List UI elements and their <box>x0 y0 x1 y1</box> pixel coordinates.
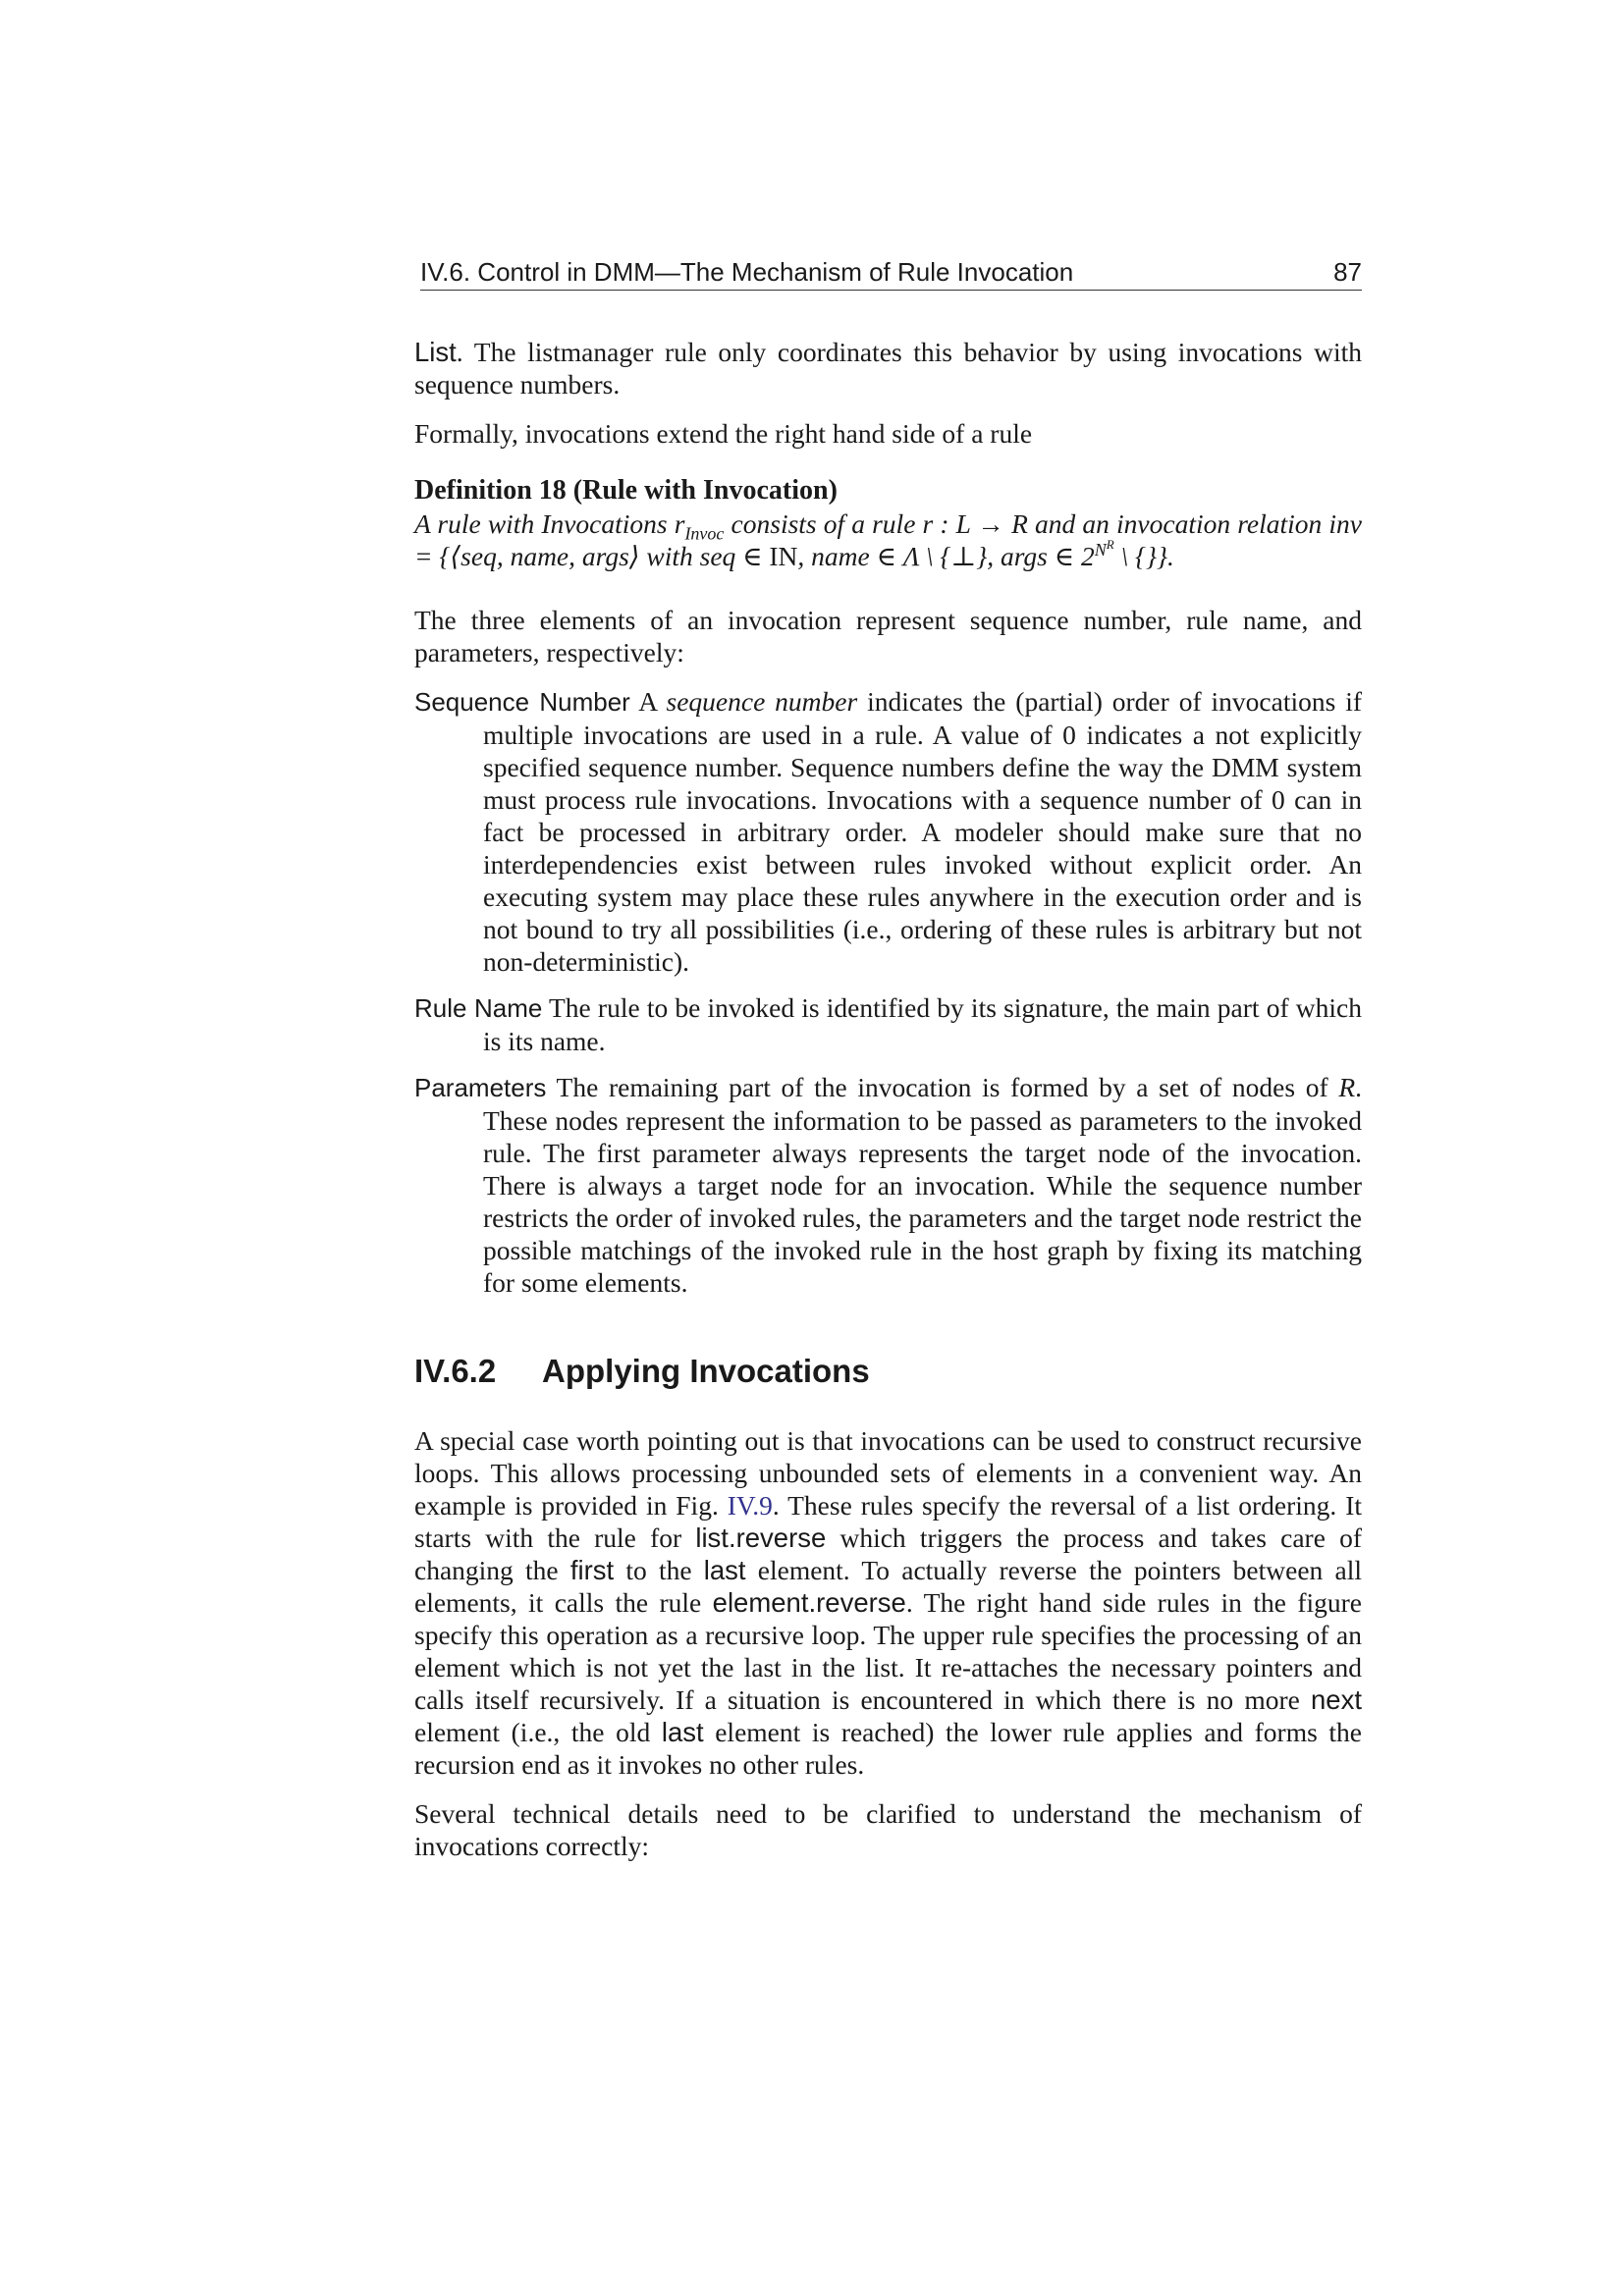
section-title: Applying Invocations <box>542 1353 870 1389</box>
definition-body: A rule with Invocations $r_{Invoc}$ consists of a rule r : L → R and an invocation relation inv = {⟨seq, name, args⟩ with seq ∈ IN, name ∈ Λ \ {⊥}, args ∈ $2^{N^R}$ \ {}}. <box>414 508 1362 571</box>
section-heading <box>414 1352 1362 1391</box>
desc-item-rule-name: Rule Name The rule to be invoked is identified by its signature, the main part of which is its name. <box>414 992 1362 1056</box>
definition-18 <box>414 474 1362 572</box>
paragraph-three-elements: The three elements of an invocation represent sequence number, rule name, and parameters, respectively: <box>414 605 1362 667</box>
section-number: IV.6.2 <box>414 1353 497 1389</box>
desc-term: Rule Name <box>414 993 543 1023</box>
desc-term: Parameters <box>414 1073 547 1102</box>
description-list <box>414 685 1362 1299</box>
definition-title: Definition 18 (Rule with Invocation) <box>414 475 838 506</box>
page-number: 87 <box>1333 257 1362 287</box>
header-section-title: IV.6. Control in DMM—The Mechanism of Rule Invocation <box>420 257 1074 287</box>
desc-term: Sequence Number <box>414 687 630 717</box>
page-body <box>414 257 1362 1862</box>
desc-item-parameters: Parameters The remaining part of the invocation is formed by a set of nodes of R. These nodes represent the information to be passed as parameters to the invoked rule. The first parameter always represents the target node of the invocation. There is always a target node for an invocation. While the sequence number restricts the order of invoked rules, the parameters and the target node restrict the possible matchings of the invoked rule in the host graph by fixing its matching for some elements. <box>414 1072 1362 1298</box>
desc-item-sequence-number: Sequence Number A sequence number indicates the (partial) order of invocations if multiple invocations are used in a rule. A value of 0 indicates a not explicitly specified sequence number. Sequence numbers define the way the DMM system must process rule invocations. Invocations with a sequence number of 0 can in fact be processed in arbitrary order. A modeler should make sure that no interdependencies exist between rules invoked without explicit order. An executing system may place these rules anywhere in the execution order and is not bound to try all possibilities (i.e., ordering of these rules is arbitrary but not non-deterministic). <box>414 686 1363 977</box>
figure-link[interactable]: IV.9 <box>727 1490 773 1521</box>
running-header <box>420 257 1362 291</box>
paragraph-technical-details: Several technical details need to be clarified to understand the mechanism of invocations correctly: <box>414 1798 1362 1861</box>
paragraph-formally: Formally, invocations extend the right hand side of a rule <box>414 418 1033 449</box>
paragraph-list-continuation: List. The listmanager rule only coordinates this behavior by using invocations with sequence numbers. <box>414 337 1362 400</box>
list-term: List <box>414 337 457 367</box>
paragraph-recursive-loops: A special case worth pointing out is that invocations can be used to construct recursive loops. This allows processing unbounded sets of elements in a convenient way. An example is provided in Fig. IV.9. These rules specify the reversal of a list ordering. It starts with the rule for list.reverse which triggers the process and takes care of changing the first to the last element. To actually reverse the pointers between all elements, it calls the rule element.reverse. The right hand side rules in the figure specify this operation as a recursive loop. The upper rule specifies the processing of an element which is not yet the last in the list. It re-attaches the necessary pointers and calls itself recursively. If a situation is encountered in which there is no more next element (i.e., the old last element is reached) the lower rule applies and forms the recursion end as it invokes no other rules. <box>414 1425 1363 1780</box>
